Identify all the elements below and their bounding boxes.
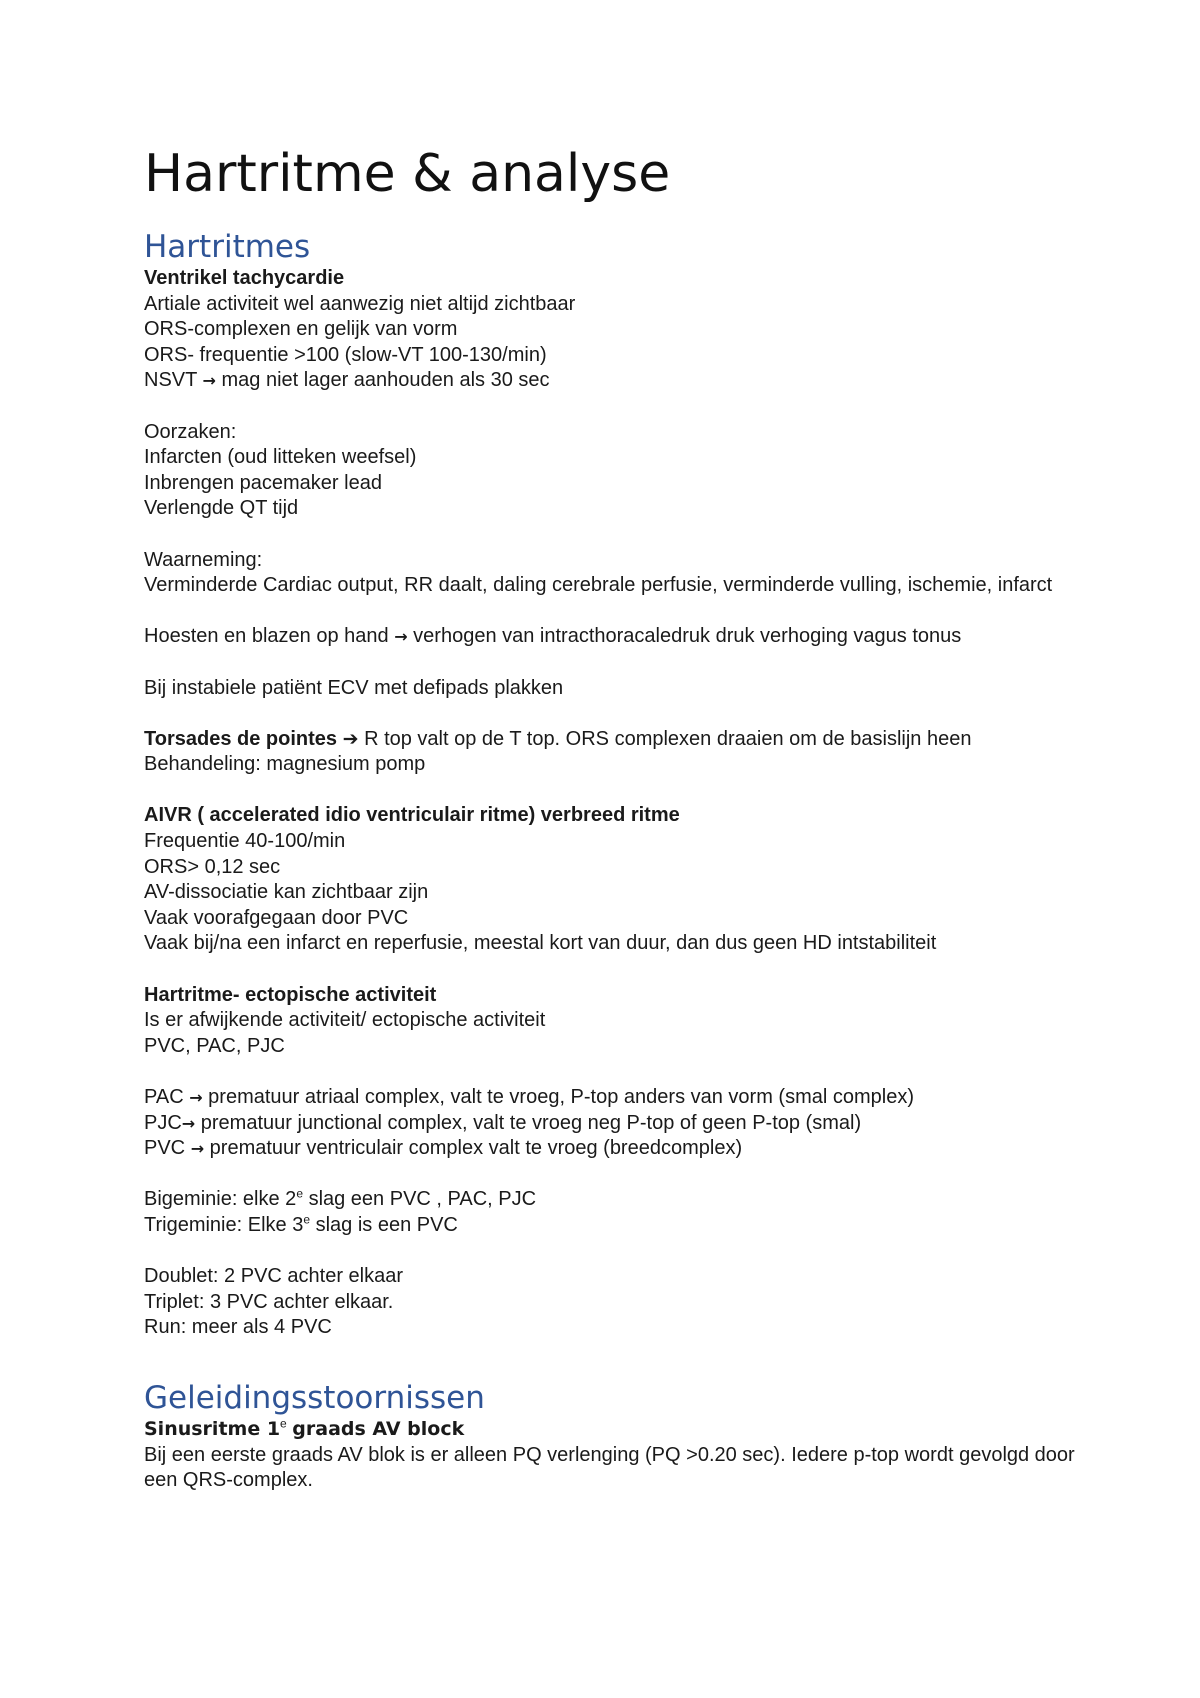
bigeminie-sup: e: [296, 1186, 303, 1201]
spacer: [144, 701, 1084, 727]
vt-line-3: ORS- frequentie >100 (slow-VT 100-130/min): [144, 343, 547, 366]
vt-line-2: ORS-complexen en gelijk van vorm: [144, 318, 458, 341]
spacer: [144, 1059, 1084, 1085]
geleiding-sup: e: [280, 1416, 287, 1431]
ectopisch-line: Is er afwijkende activiteit/ ectopische activiteit: [144, 1009, 546, 1032]
torsades-behandeling: Behandeling: magnesium pomp: [144, 753, 426, 776]
arrow-icon: →: [181, 1113, 196, 1133]
bigeminie-label: Bigeminie: elke 2: [144, 1188, 297, 1211]
spacer: [144, 650, 1084, 676]
trigeminie-sup: e: [303, 1212, 311, 1227]
hoesten-text: verhogen van intracthoracaledruk druk verhoging vagus tonus: [413, 625, 962, 648]
geleiding-subheading: [144, 1417, 1084, 1443]
trigeminie-text: slag is een PVC: [315, 1213, 458, 1236]
aivr-line: Vaak voorafgegaan door PVC: [144, 906, 409, 929]
pjc-line: [144, 1111, 1084, 1137]
heading-geleidingsstoornissen: Geleidingsstoornissen: [144, 1379, 485, 1416]
vt-line-1: Artiale activiteit wel aanwezig niet altijd zichtbaar: [144, 292, 576, 315]
pvc-text: prematuur ventriculair complex valt te vroeg (breedcomplex): [209, 1137, 743, 1160]
run-line: Run: meer als 4 PVC: [144, 1316, 332, 1339]
arrow-icon: →: [202, 371, 216, 391]
oorzaken-item: Inbrengen pacemaker lead: [144, 471, 382, 494]
oorzaken-item: Infarcten (oud litteken weefsel): [144, 446, 417, 469]
bigeminie-line: [144, 1187, 1084, 1213]
aivr-title: AIVR ( accelerated idio ventriculair ritme) verbreed ritme: [144, 804, 680, 827]
spacer: [144, 1162, 1084, 1188]
nsvt-text: mag niet lager aanhouden als 30 sec: [221, 369, 550, 392]
torsades-line: [144, 727, 1084, 753]
waarneming-text: Verminderde Cardiac output, RR daalt, daling cerebrale perfusie, verminderde vulling, ischemie, infarct: [144, 574, 1053, 597]
oorzaken-label: Oorzaken:: [144, 420, 237, 443]
aivr-line: Vaak bij/na een infarct en reperfusie, meestal kort van duur, dan dus geen HD intstabiliteit: [144, 932, 937, 955]
aivr-line: AV-dissociatie kan zichtbaar zijn: [144, 881, 429, 904]
run-line: Doublet: 2 PVC achter elkaar: [144, 1265, 404, 1288]
pac-line: [144, 1085, 1084, 1111]
spacer: [144, 599, 1084, 625]
document-title: Hartritme & analyse: [144, 144, 671, 204]
waarneming-label: Waarneming:: [144, 548, 263, 571]
ectopisch-line: PVC, PAC, PJC: [144, 1034, 285, 1057]
aivr-line: ORS> 0,12 sec: [144, 855, 281, 878]
oorzaken-item: Verlengde QT tijd: [144, 497, 299, 520]
trigeminie-label: Trigeminie: Elke 3: [144, 1213, 304, 1236]
spacer: [144, 778, 1084, 804]
geleiding-sub-a: Sinusritme 1: [144, 1417, 281, 1440]
pjc-label: PJC: [144, 1111, 182, 1134]
pvc-line: [144, 1136, 1084, 1162]
arrow-icon: →: [189, 1088, 203, 1107]
vt-nsvt-line: [144, 368, 1084, 394]
pac-label: PAC: [144, 1086, 184, 1108]
document-page: [144, 142, 1084, 1494]
spacer: [144, 394, 1084, 420]
arrow-icon: ➔: [342, 727, 359, 750]
spacer: [144, 522, 1084, 548]
torsades-text: R top valt op de T top. ORS complexen draaien om de basislijn heen: [364, 727, 972, 750]
run-line: Triplet: 3 PVC achter elkaar.: [144, 1290, 394, 1313]
hoesten-line: [144, 624, 1084, 650]
bigeminie-text: slag een PVC , PAC, PJC: [308, 1188, 537, 1211]
heading-hartritmes: Hartritmes: [144, 229, 311, 265]
pvc-label: PVC: [144, 1137, 186, 1160]
pjc-text: prematuur junctional complex, valt te vroeg neg P-top of geen P-top (smal): [200, 1111, 862, 1134]
spacer: [144, 1239, 1084, 1265]
arrow-icon: →: [394, 627, 408, 647]
pac-text: prematuur atriaal complex, valt te vroeg, P-top anders van vorm (smal complex): [208, 1086, 915, 1108]
nsvt-label: NSVT: [144, 369, 197, 392]
arrow-icon: →: [190, 1139, 205, 1159]
spacer: [144, 957, 1084, 983]
geleiding-sub-b: graads AV block: [292, 1417, 465, 1440]
aivr-line: Frequentie 40-100/min: [144, 830, 346, 853]
hoesten-label: Hoesten en blazen op hand: [144, 625, 389, 648]
geleiding-text: Bij een eerste graads AV blok is er alleen PQ verlenging (PQ >0.20 sec). Iedere p-top wordt gevolgd door een QRS-complex.: [144, 1443, 1075, 1492]
ectopisch-title: Hartritme- ectopische activiteit: [144, 983, 437, 1006]
instabiel-line: Bij instabiele patiënt ECV met defipads plakken: [144, 676, 564, 699]
trigeminie-line: [144, 1213, 1084, 1239]
torsades-title: Torsades de pointes: [144, 727, 338, 750]
vt-title: Ventrikel tachycardie: [144, 267, 345, 289]
